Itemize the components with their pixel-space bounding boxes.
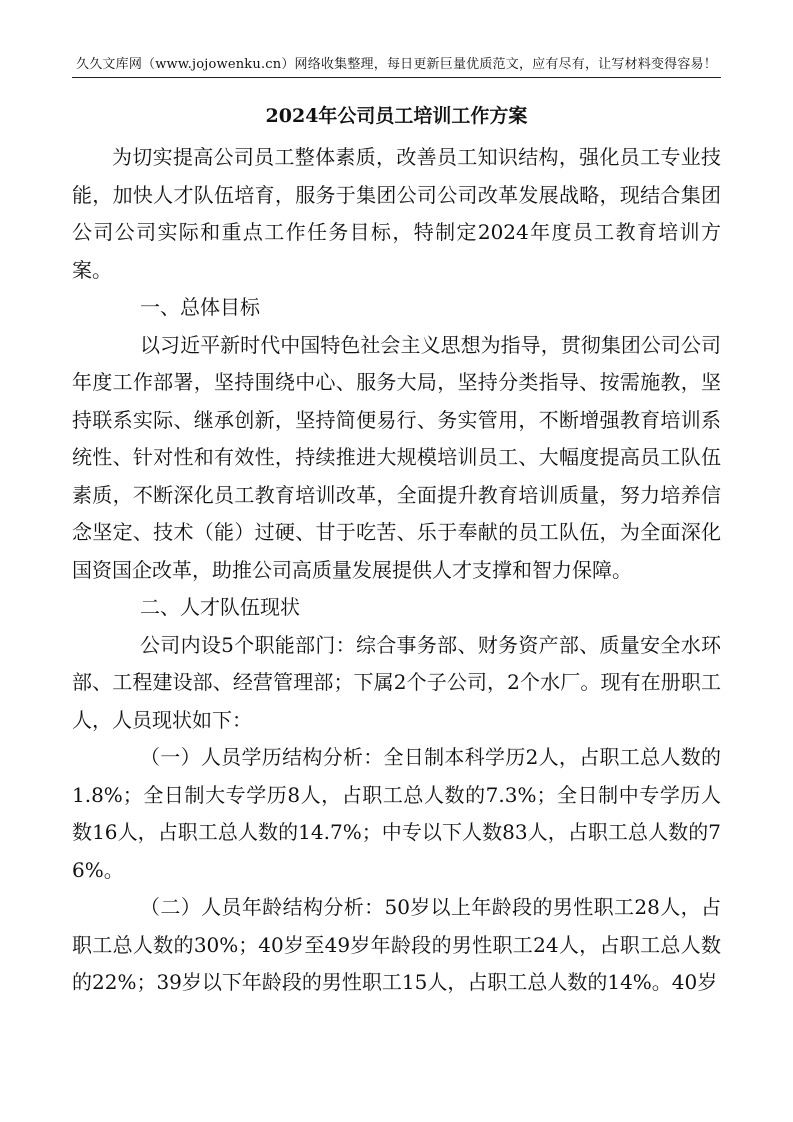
section-heading-talent-status: 二、人才队伍现状 bbox=[140, 595, 300, 619]
section-heading-overall-goal: 一、总体目标 bbox=[140, 295, 260, 319]
page-header: 久久文库网（www.jojowenku.cn）网络收集整理，每日更新巨量优质范文，应有尽有，让写材料变得容易！ bbox=[76, 57, 717, 72]
overall-goal-paragraph: 以习近平新时代中国特色社会主义思想为指导，贯彻集团公司公司年度工作部署，坚持围绕中心、服务大局，坚持分类指导、按需施教，坚持联系实际、继承创新，坚持简便易行、务实管用，不断增强教育培训系统性、针对性和有效性，持续推进大规模培训员工、大幅度提高员工队伍素质，不断深化员工教育培训改革，全面提升教育培训质量，努力培养信念坚定、技术（能）过硬、甘于吃苦、乐于奉献的员工队伍，为全面深化国资国企改革，助推公司高质量发展提供人才支撑和智力保障。 bbox=[72, 332, 721, 582]
document-body bbox=[72, 139, 721, 1002]
talent-status-paragraph: 公司内设5个职能部门：综合事务部、财务资产部、质量安全水环部、工程建设部、经营管理部；下属2个子公司，2个水厂。现有在册职工人，人员现状如下： bbox=[72, 632, 721, 732]
intro-paragraph: 为切实提高公司员工整体素质，改善员工知识结构，强化员工专业技能，加快人才队伍培育，服务于集团公司公司改革发展战略，现结合集团公司公司实际和重点工作任务目标，特制定2024年度员工教育培训方案。 bbox=[72, 145, 721, 282]
header-divider bbox=[72, 77, 721, 78]
age-structure-paragraph: （二）人员年龄结构分析：50岁以上年龄段的男性职工28人，占职工总人数的30%；40岁至49岁年龄段的男性职工24人，占职工总人数的22%；39岁以下年龄段的男性职工15人，占职工总人数的14%。40岁 bbox=[72, 895, 721, 994]
document-title: 2024年公司员工培训工作方案 bbox=[265, 105, 528, 127]
education-structure-paragraph: （一）人员学历结构分析：全日制本科学历2人，占职工总人数的1.8%；全日制大专学历8人，占职工总人数的7.3%；全日制中专学历人数16人，占职工总人数的14.7%；中专以下人数83人，占职工总人数的76%。 bbox=[72, 745, 721, 882]
